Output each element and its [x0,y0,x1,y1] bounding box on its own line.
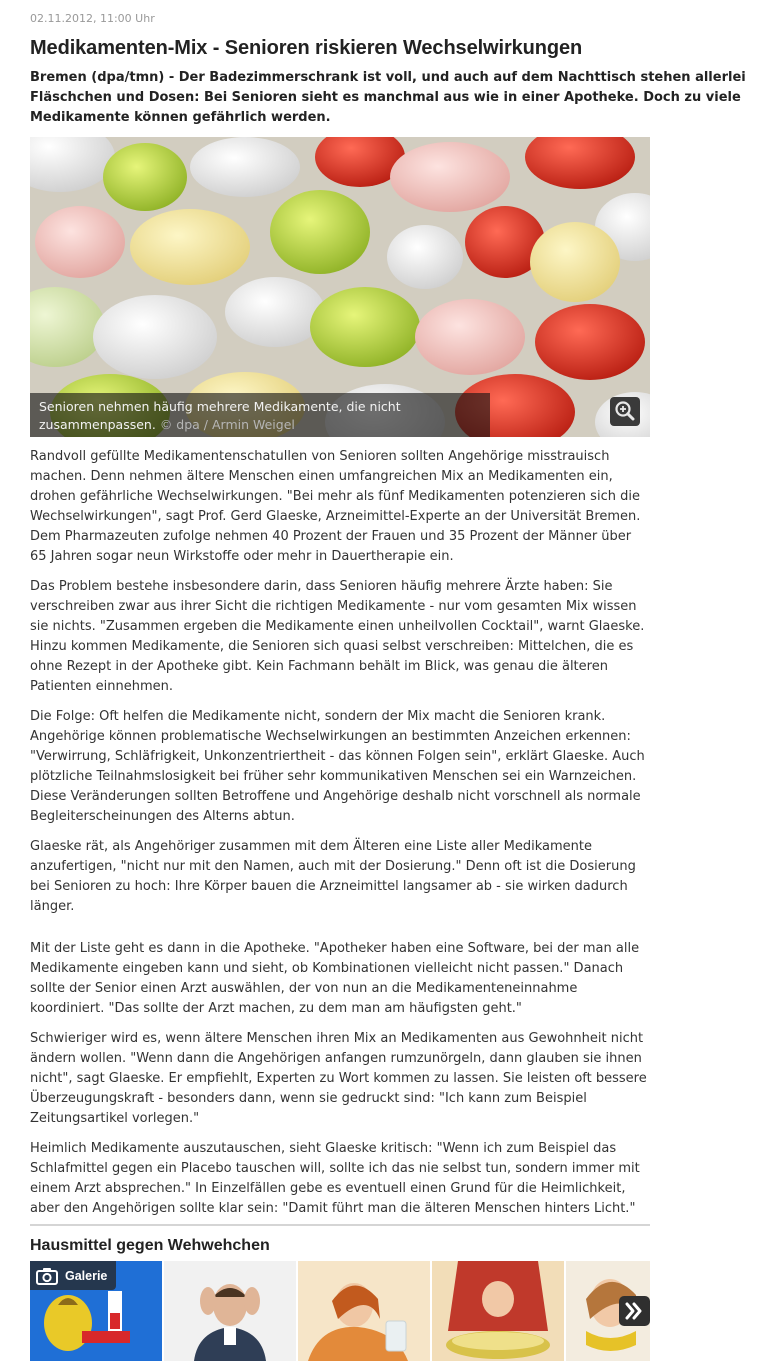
article-image[interactable] [30,137,650,437]
article-body [30,447,650,1229]
gallery-strip [30,1261,650,1361]
gallery-badge[interactable] [30,1261,116,1290]
paragraph: Glaeske rät, als Angehöriger zusammen mit dem Älteren eine Liste aller Medikamente anzufertigen, "nicht nur mit den Namen, auch mit der Dosierung." Denn oft ist die Dosierung bei Senioren zu hoch: Ihre Körper bauen die Arzneimittel langsamer ab - sie wirken dadurch länger. [30,839,636,914]
paragraph: Heimlich Medikamente auszutauschen, sieht Glaeske kritisch: "Wenn ich zum Beispiel das Schlafmittel gegen ein Placebo tauschen will, sollte ich das nie selbst tun, sondern immer mit einem Arzt absprechen." In Einzelfällen gebe es eventuell einen Grund für die Heimlichkeit, aber den Angehörigen sollte klar sein: "Damit führt man die älteren Menschen hinters Licht." [30,1141,640,1216]
gallery-thumbnail[interactable] [164,1261,296,1361]
dateline: 02.11.2012, 11:00 Uhr [30,12,155,25]
article-headline: Medikamenten-Mix - Senioren riskieren Wechselwirkungen [30,37,583,59]
divider [30,1224,650,1226]
paragraph: Das Problem bestehe insbesondere darin, dass Senioren häufig mehrere Ärzte haben: Sie verschreiben zwar aus ihrer Sicht die richtigen Medikamente - nur vom gesamten Mix wissen sie nichts. "Zusammen ergeben die Medikamente einen unheilvollen Cocktail", warnt Glaeske. Hinzu kommen Medikamente, die Senioren sich quasi selbst verschreiben: Mittelchen, die es ohne Rezept in der Apotheke gibt. Kein Fachmann behält im Blick, was genau die älteren Patienten einnehmen. [30,579,645,694]
gallery-thumbnail[interactable] [298,1261,430,1361]
article-lead: Bremen (dpa/tmn) - Der Badezimmerschrank ist voll, und auch auf dem Nachttisch stehen allerlei Fläschchen und Dosen: Bei Senioren sieht es manchmal aus wie in einer Apotheke. Doch zu viele Medikamente können gefährlich werden. [30,70,746,125]
paragraph: Schwieriger wird es, wenn ältere Menschen ihren Mix an Medikamenten aus Gewohnheit nicht ändern wollen. "Wenn dann die Angehörigen anfangen rumzunörgeln, dann glauben sie ihnen nicht", sagt Glaeske. Er empfiehlt, Experten zu Wort kommen zu lassen. Sie leisten oft bessere Überzeugungskraft - besonders dann, wenn sie gedruckt sind: "Ich kann zum Beispiel Zeitungsartikel vorlegen." [30,1031,647,1126]
gallery-badge-label: Galerie [65,1268,108,1283]
image-caption [30,393,490,437]
zoom-in-icon [610,397,640,426]
photo-credit: © dpa / Armin Weigel [159,417,295,432]
double-chevron-right-icon [619,1296,650,1326]
gallery-next-button[interactable] [619,1296,650,1326]
gallery-thumbnail[interactable] [432,1261,564,1361]
pills-photo [30,137,650,437]
paragraph: Die Folge: Oft helfen die Medikamente nicht, sondern der Mix macht die Senioren krank. Angehörige können problematische Wechselwirkungen an bestimmten Anzeichen erkennen: "Verwirrung, Schläfrigkeit, Unkonzentriertheit - das können Folgen sein", erklärt Glaeske. Auch plötzliche Teilnahmslosigkeit bei früher sehr kommunikativen Menschen sei ein Warnzeichen. Diese Veränderungen sollten Betroffene und Angehörige deshalb nicht vorschnell als normale Begleiterscheinungen des Alterns abtun. [30,709,645,824]
gallery-title: Hausmittel gegen Wehwehchen [30,1237,270,1254]
paragraph: Randvoll gefüllte Medikamentenschatullen von Senioren sollten Angehörige misstrauisch machen. Denn nehmen ältere Menschen einen umfangreichen Mix an Medikamenten ein, drohen gefährliche Wechselwirkungen. "Bei mehr als fünf Medikamenten potenzieren sich die Wechselwirkungen", sagt Prof. Gerd Glaeske, Arzneimittel-Experte an der Universität Bremen. Dem Pharmazeuten zufolge nehmen 40 Prozent der Frauen und 35 Prozent der Männer über 65 Jahren sogar neun Wirkstoffe oder mehr in Dauertherapie ein. [30,449,641,564]
paragraph: Mit der Liste geht es dann in die Apotheke. "Apotheker haben eine Software, bei der man alle Medikamente eingeben kann und sieht, ob Kombinationen vielleicht nicht passen." Danach sollte der Senior einen Arzt auswählen, der von nun an die Medikamenteneinnahme koordiniert. "Das sollte der Arzt machen, zu dem man am häufigsten geht." [30,941,640,1016]
caption-text: Senioren nehmen häufig mehrere Medikamente, die nicht zusammenpassen. [39,399,401,432]
camera-icon [36,1267,58,1285]
zoom-button[interactable] [610,397,640,426]
